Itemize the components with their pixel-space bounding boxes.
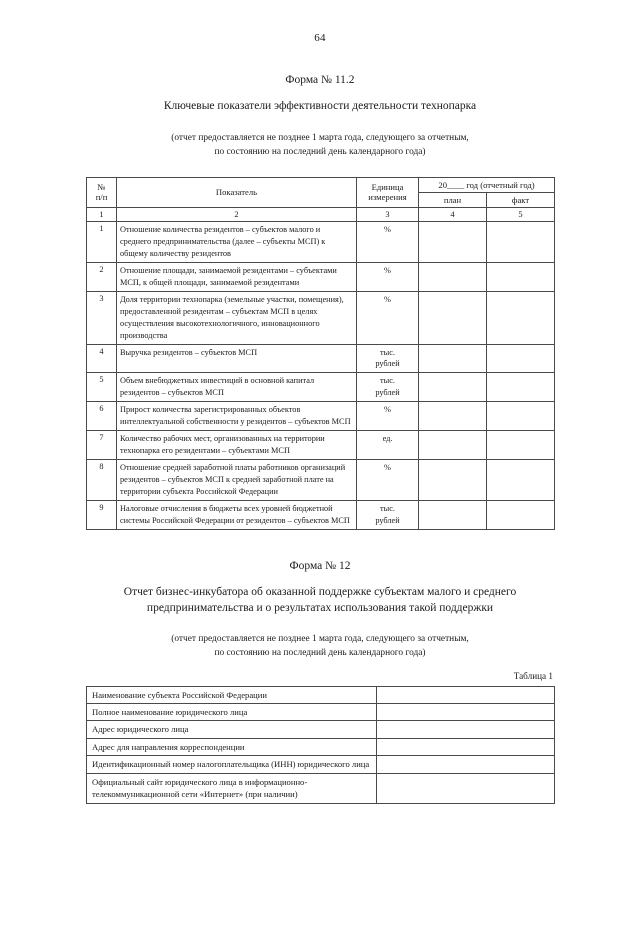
kpi-row-number: 4 bbox=[87, 344, 117, 372]
kpi-header-unit bbox=[357, 177, 419, 207]
incubator-row-label: Наименование субъекта Российской Федерации bbox=[87, 686, 377, 703]
table-row bbox=[87, 501, 555, 530]
form-12-note-line-1: (отчет предоставляется не позднее 1 марта года, следующего за отчетным, bbox=[171, 634, 469, 645]
kpi-row-unit bbox=[357, 291, 419, 344]
kpi-header-fact: факт bbox=[487, 192, 555, 207]
kpi-row-indicator: Прирост количества зарегистрированных объектов интеллектуальной собственности у резидентов – субъектов МСП bbox=[117, 402, 357, 431]
kpi-row-indicator: Отношение площади, занимаемой резидентами – субъектами МСП, к общей площади, занимаемой резидентами bbox=[117, 262, 357, 291]
kpi-row-unit-line-1: % bbox=[384, 294, 391, 304]
kpi-row-unit-line-1: ед. bbox=[382, 434, 393, 444]
kpi-row-unit bbox=[357, 344, 419, 372]
table-row bbox=[87, 402, 555, 431]
kpi-row-unit bbox=[357, 402, 419, 431]
kpi-row-unit-line-1: % bbox=[384, 405, 391, 415]
kpi-row-unit-line-1: % bbox=[384, 463, 391, 473]
table-row bbox=[87, 686, 555, 703]
form-12-label: Форма № 12 bbox=[289, 560, 351, 573]
form-11-2-label: Форма № 11.2 bbox=[285, 74, 355, 86]
kpi-colnum-2: 2 bbox=[117, 207, 357, 221]
table-row bbox=[87, 773, 555, 803]
kpi-row-fact-value[interactable] bbox=[487, 373, 555, 402]
incubator-row-label: Адрес для направления корреспонденции bbox=[87, 738, 377, 755]
kpi-header-number bbox=[87, 177, 117, 207]
kpi-table-container bbox=[86, 177, 554, 531]
kpi-row-unit-line-2: рублей bbox=[375, 387, 400, 397]
kpi-colnum-1: 1 bbox=[87, 207, 117, 221]
incubator-row-label: Идентификационный номер налогоплательщика (ИНН) юридического лица bbox=[87, 756, 377, 773]
kpi-row-indicator: Налоговые отчисления в бюджеты всех уровней бюджетной системы Российской Федерации от резидентов – субъектов МСП bbox=[117, 501, 357, 530]
kpi-row-plan-value[interactable] bbox=[419, 373, 487, 402]
kpi-row-indicator: Выручка резидентов – субъектов МСП bbox=[117, 344, 357, 372]
incubator-row-value[interactable] bbox=[377, 738, 555, 755]
kpi-row-indicator: Количество рабочих мест, организованных на территории технопарка его резидентами – субъектами МСП bbox=[117, 431, 357, 460]
table-row bbox=[87, 344, 555, 372]
incubator-table-body bbox=[87, 686, 555, 803]
kpi-row-unit-line-1: тыс. bbox=[380, 347, 395, 357]
kpi-header-unit-line-2: измерения bbox=[368, 192, 407, 203]
kpi-table-head bbox=[87, 177, 555, 221]
form-12-note-line-2: по состоянию на последний день календарного года) bbox=[214, 648, 426, 659]
table-row bbox=[87, 291, 555, 344]
form-11-2-title: Ключевые показатели эффективности деятельности технопарка bbox=[163, 100, 477, 112]
kpi-row-unit-line-1: % bbox=[384, 224, 391, 234]
kpi-row-number: 3 bbox=[87, 291, 117, 344]
incubator-row-value[interactable] bbox=[377, 721, 555, 738]
kpi-row-indicator: Объем внебюджетных инвестиций в основной капитал резидентов – субъектов МСП bbox=[117, 373, 357, 402]
kpi-colnum-5: 5 bbox=[487, 207, 555, 221]
incubator-row-label: Официальный сайт юридического лица в информационно-телекоммуникационной сети «Интернет» (при наличии) bbox=[87, 773, 377, 803]
kpi-header-plan: план bbox=[419, 192, 487, 207]
table-row bbox=[87, 721, 555, 738]
kpi-row-plan-value[interactable] bbox=[419, 344, 487, 372]
table-row bbox=[87, 221, 555, 262]
kpi-row-plan-value[interactable] bbox=[419, 291, 487, 344]
kpi-header-unit-line-1: Единица bbox=[371, 182, 404, 193]
kpi-header-number-line-1: № bbox=[97, 182, 106, 193]
form-12-note bbox=[0, 632, 640, 660]
incubator-row-value[interactable] bbox=[377, 703, 555, 720]
form-12-title-line-2: предпринимательства и о результатах использования такой поддержки bbox=[146, 601, 494, 614]
incubator-row-value[interactable] bbox=[377, 756, 555, 773]
kpi-row-unit bbox=[357, 373, 419, 402]
form-11-2-note-line-2: по состоянию на последний день календарного года) bbox=[214, 146, 426, 157]
kpi-header-year-group: 20____ год (отчетный год) bbox=[419, 177, 555, 192]
incubator-table-container bbox=[86, 686, 554, 804]
kpi-row-number: 7 bbox=[87, 431, 117, 460]
kpi-row-plan-value[interactable] bbox=[419, 431, 487, 460]
kpi-row-unit bbox=[357, 460, 419, 501]
incubator-row-label: Полное наименование юридического лица bbox=[87, 703, 377, 720]
kpi-row-fact-value[interactable] bbox=[487, 460, 555, 501]
table-row bbox=[87, 756, 555, 773]
kpi-row-fact-value[interactable] bbox=[487, 431, 555, 460]
kpi-row-unit-line-1: % bbox=[384, 265, 391, 275]
kpi-row-number: 5 bbox=[87, 373, 117, 402]
table-row bbox=[87, 431, 555, 460]
table-row bbox=[87, 703, 555, 720]
kpi-colnum-4: 4 bbox=[419, 207, 487, 221]
form-11-2-note-line-1: (отчет предоставляется не позднее 1 марта года, следующего за отчетным, bbox=[171, 132, 469, 143]
page-number: 64 bbox=[314, 32, 326, 44]
form-11-2-note bbox=[0, 131, 640, 159]
kpi-row-number: 2 bbox=[87, 262, 117, 291]
kpi-row-unit-line-2: рублей bbox=[375, 359, 400, 369]
form-12-title bbox=[0, 585, 640, 616]
incubator-row-value[interactable] bbox=[377, 686, 555, 703]
kpi-row-number: 9 bbox=[87, 501, 117, 530]
kpi-row-fact-value[interactable] bbox=[487, 402, 555, 431]
incubator-row-label: Адрес юридического лица bbox=[87, 721, 377, 738]
kpi-row-unit bbox=[357, 221, 419, 262]
kpi-row-fact-value[interactable] bbox=[487, 344, 555, 372]
kpi-table bbox=[86, 177, 555, 531]
kpi-row-unit-line-1: тыс. bbox=[380, 376, 395, 386]
table-row bbox=[87, 373, 555, 402]
table-row bbox=[87, 738, 555, 755]
kpi-row-indicator: Доля территории технопарка (земельные участки, помещения), предоставленной резидентам – субъектам МСП в целях осуществления высокотехнологичного, инновационного производства bbox=[117, 291, 357, 344]
table-row bbox=[87, 262, 555, 291]
kpi-row-number: 1 bbox=[87, 221, 117, 262]
kpi-row-unit bbox=[357, 431, 419, 460]
table-1-label: Таблица 1 bbox=[513, 670, 553, 681]
kpi-row-indicator: Отношение количества резидентов – субъектов малого и среднего предпринимательства (далее – субъекты МСП) к общему количеству резидентов bbox=[117, 221, 357, 262]
kpi-row-fact-value[interactable] bbox=[487, 501, 555, 530]
kpi-row-plan-value[interactable] bbox=[419, 460, 487, 501]
kpi-row-unit bbox=[357, 262, 419, 291]
kpi-row-fact-value[interactable] bbox=[487, 291, 555, 344]
kpi-header-indicator: Показатель bbox=[117, 177, 357, 207]
kpi-row-unit bbox=[357, 501, 419, 530]
kpi-row-number: 8 bbox=[87, 460, 117, 501]
kpi-table-body bbox=[87, 221, 555, 530]
kpi-header-number-line-2: п/п bbox=[95, 192, 108, 203]
incubator-table bbox=[86, 686, 555, 804]
kpi-row-number: 6 bbox=[87, 402, 117, 431]
kpi-row-plan-value[interactable] bbox=[419, 402, 487, 431]
document-page bbox=[0, 32, 640, 937]
kpi-row-fact-value[interactable] bbox=[487, 221, 555, 262]
kpi-row-plan-value[interactable] bbox=[419, 501, 487, 530]
kpi-row-plan-value[interactable] bbox=[419, 221, 487, 262]
table-row bbox=[87, 460, 555, 501]
kpi-row-unit-line-1: тыс. bbox=[380, 504, 395, 514]
kpi-row-unit-line-2: рублей bbox=[375, 515, 400, 525]
form-12-title-line-1: Отчет бизнес-инкубатора об оказанной поддержке субъектам малого и среднего bbox=[123, 586, 517, 599]
kpi-column-number-row bbox=[87, 207, 555, 221]
kpi-row-fact-value[interactable] bbox=[487, 262, 555, 291]
incubator-row-value[interactable] bbox=[377, 773, 555, 803]
kpi-colnum-3: 3 bbox=[357, 207, 419, 221]
kpi-row-plan-value[interactable] bbox=[419, 262, 487, 291]
kpi-header-row-1 bbox=[87, 177, 555, 192]
kpi-row-indicator: Отношение средней заработной платы работников организаций резидентов – субъектов МСП к средней заработной плате на территории субъекта Российской Федерации bbox=[117, 460, 357, 501]
